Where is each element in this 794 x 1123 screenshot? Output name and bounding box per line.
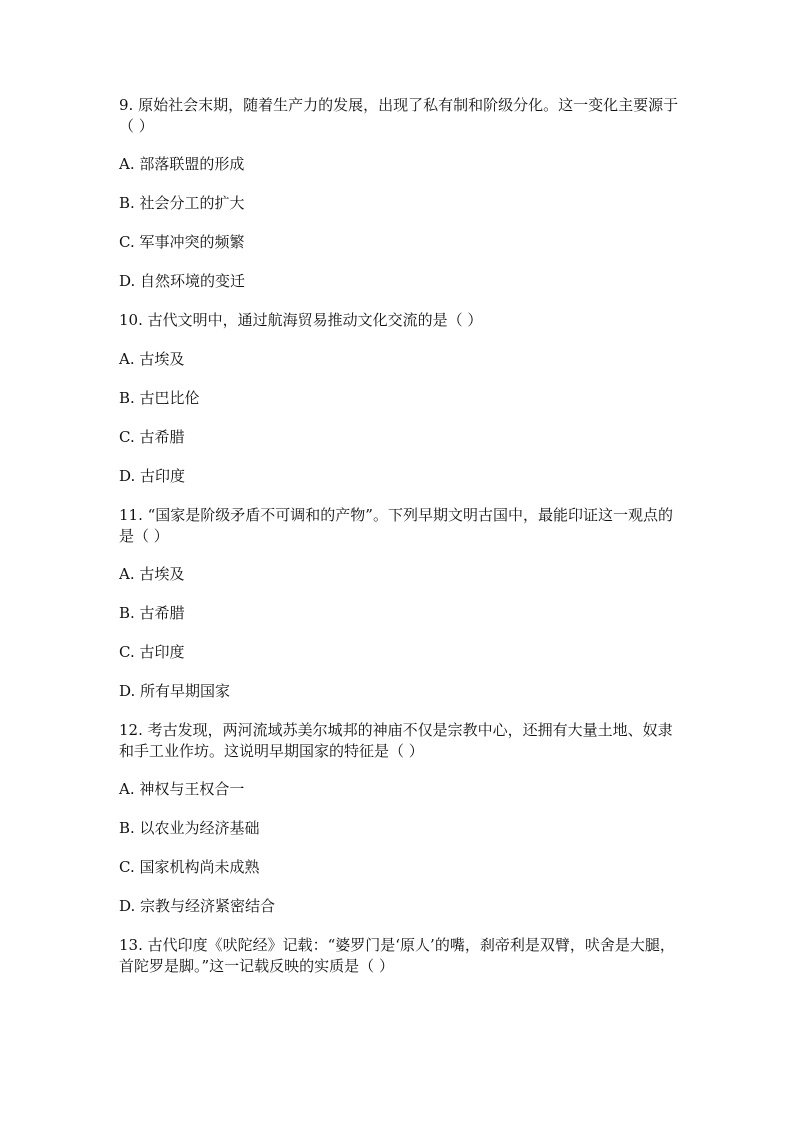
option-c: C. 国家机构尚未成熟 — [119, 858, 260, 876]
question-list — [119, 95, 679, 994]
option-b: B. 古巴比伦 — [119, 389, 200, 407]
option-d: D. 古印度 — [119, 467, 186, 485]
question-11 — [119, 505, 679, 702]
question-stem: 9. 原始社会末期，随着生产力的发展，出现了私有制和阶级分化。这一变化主要源于（ ） — [119, 96, 679, 135]
question-9 — [119, 95, 679, 292]
question-stem: 12. 考古发现，两河流域苏美尔城邦的神庙不仅是宗教中心，还拥有大量土地、奴隶和手工业作坊。这说明早期国家的特征是（ ） — [119, 721, 673, 760]
question-stem: 10. 古代文明中，通过航海贸易推动文化交流的是（ ） — [119, 311, 483, 329]
option-d: D. 所有早期国家 — [119, 682, 231, 700]
option-a: A. 神权与王权合一 — [119, 780, 245, 798]
option-a: A. 古埃及 — [119, 565, 185, 583]
option-c: C. 古印度 — [119, 643, 185, 661]
question-12 — [119, 720, 679, 917]
option-c: C. 古希腊 — [119, 428, 185, 446]
option-b: B. 以农业为经济基础 — [119, 819, 260, 837]
question-13 — [119, 935, 679, 977]
option-b: B. 古希腊 — [119, 604, 185, 622]
option-d: D. 宗教与经济紧密结合 — [119, 897, 276, 915]
option-a: A. 古埃及 — [119, 350, 185, 368]
question-stem: 11. “国家是阶级矛盾不可调和的产物”。下列早期文明古国中，最能印证这一观点的是（ ） — [119, 506, 673, 545]
option-d: D. 自然环境的变迁 — [119, 272, 246, 290]
option-c: C. 军事冲突的频繁 — [119, 233, 245, 251]
question-stem: 13. 古代印度《吠陀经》记载：“婆罗门是‘原人’的嘴，刹帝利是双臂，吠舍是大腿，首陀罗是脚。”这一记载反映的实质是（ ） — [119, 936, 675, 975]
option-a: A. 部落联盟的形成 — [119, 155, 245, 173]
question-10 — [119, 310, 679, 487]
option-b: B. 社会分工的扩大 — [119, 194, 245, 212]
